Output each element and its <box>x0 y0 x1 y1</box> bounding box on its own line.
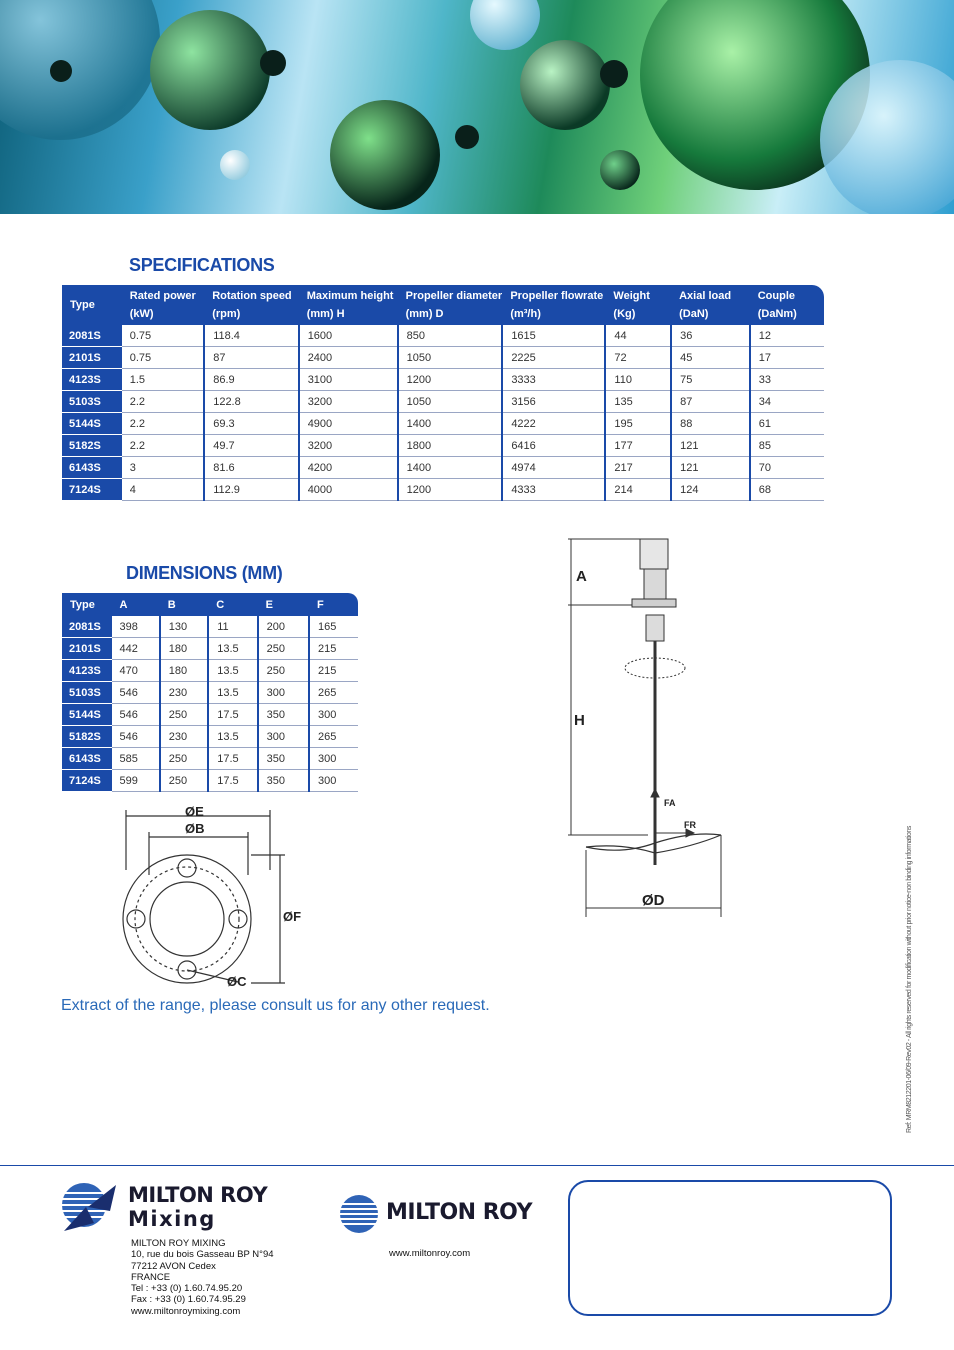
spec-header-label: Propeller flowrate <box>510 290 604 302</box>
value-cell: 118.4 <box>204 325 298 347</box>
type-cell: 5182S <box>62 726 112 748</box>
value-cell: 13.5 <box>208 638 257 660</box>
value-cell: 300 <box>309 770 358 792</box>
value-cell: 214 <box>605 479 671 501</box>
type-cell: 7124S <box>62 479 122 501</box>
type-cell: 5103S <box>62 682 112 704</box>
milton-roy-logo <box>338 1193 550 1235</box>
value-cell: 230 <box>160 682 209 704</box>
value-cell: 68 <box>750 479 824 501</box>
table-row <box>62 325 824 347</box>
address-line: 77212 AVON Cedex <box>131 1260 216 1272</box>
spec-header-label: Propeller diameter <box>405 290 503 302</box>
type-cell: 6143S <box>62 457 122 479</box>
spec-header-unit: (m³/h) <box>510 308 541 320</box>
value-cell: 200 <box>258 616 309 638</box>
value-cell: 470 <box>112 660 160 682</box>
logo1-subtitle: Mixing <box>128 1207 216 1231</box>
table-row <box>62 770 358 792</box>
mixer-diagram <box>562 535 732 920</box>
value-cell: 85 <box>750 435 824 457</box>
address-line: www.miltonroymixing.com <box>131 1305 241 1317</box>
value-cell: 300 <box>258 726 309 748</box>
value-cell: 1400 <box>398 457 503 479</box>
value-cell: 1600 <box>299 325 398 347</box>
spec-header-unit: (rpm) <box>212 308 241 320</box>
type-cell: 5103S <box>62 391 122 413</box>
table-row <box>62 369 824 391</box>
spec-header-5 <box>502 285 605 325</box>
value-cell: 180 <box>160 638 209 660</box>
value-cell: 546 <box>112 682 160 704</box>
flange-label-b: ØB <box>185 821 205 836</box>
spec-header-1 <box>122 285 204 325</box>
value-cell: 87 <box>671 391 750 413</box>
spec-header-unit: (mm) D <box>405 308 444 320</box>
value-cell: 265 <box>309 682 358 704</box>
value-cell: 300 <box>258 682 309 704</box>
value-cell: 850 <box>398 325 503 347</box>
value-cell: 75 <box>671 369 750 391</box>
value-cell: 300 <box>309 748 358 770</box>
spec-header-label: Couple <box>757 290 796 302</box>
milton-roy-mixing-logo <box>58 1181 288 1233</box>
table-row <box>62 413 824 435</box>
value-cell: 546 <box>112 726 160 748</box>
type-cell: 2081S <box>62 325 122 347</box>
dimensions-table <box>62 593 358 792</box>
dim-header-0: Type <box>62 593 112 616</box>
type-cell: 4123S <box>62 369 122 391</box>
value-cell: 1050 <box>398 347 503 369</box>
specifications-table <box>62 285 824 501</box>
value-cell: 1800 <box>398 435 503 457</box>
value-cell: 4200 <box>299 457 398 479</box>
specifications-title: SPECIFICATIONS <box>129 255 275 275</box>
spec-header-unit: (Kg) <box>613 308 636 320</box>
mixer-label-fa: FA <box>664 798 676 808</box>
dimensions-title: DIMENSIONS (MM) <box>126 563 283 583</box>
value-cell: 265 <box>309 726 358 748</box>
value-cell: 17.5 <box>208 704 257 726</box>
value-cell: 135 <box>605 391 671 413</box>
spec-header-6 <box>605 285 671 325</box>
address-line: 10, rue du bois Gasseau BP N°94 <box>131 1249 274 1261</box>
address-line: Tel : +33 (0) 1.60.74.95.20 <box>131 1283 243 1295</box>
value-cell: 350 <box>258 770 309 792</box>
value-cell: 442 <box>112 638 160 660</box>
spec-header-7 <box>671 285 750 325</box>
dim-header-5: F <box>309 593 358 616</box>
spec-header-3 <box>299 285 398 325</box>
value-cell: 88 <box>671 413 750 435</box>
value-cell: 1615 <box>502 325 605 347</box>
value-cell: 4333 <box>502 479 605 501</box>
spec-header-label: Maximum height <box>306 290 394 302</box>
table-row <box>62 347 824 369</box>
table-row <box>62 704 358 726</box>
table-row <box>62 616 358 638</box>
flange-diagram <box>110 800 310 990</box>
value-cell: 585 <box>112 748 160 770</box>
milton-roy-website: www.miltonroy.com <box>389 1248 471 1259</box>
mixer-label-fr: FR <box>684 820 696 830</box>
value-cell: 398 <box>112 616 160 638</box>
type-cell: 6143S <box>62 748 112 770</box>
table-row <box>62 391 824 413</box>
type-cell: 5144S <box>62 704 112 726</box>
company-address <box>131 1238 274 1317</box>
spec-header-label: Axial load <box>679 290 732 302</box>
type-cell: 4123S <box>62 660 112 682</box>
spec-header-label: Weight <box>613 290 650 302</box>
value-cell: 44 <box>605 325 671 347</box>
type-cell: 7124S <box>62 770 112 792</box>
value-cell: 2400 <box>299 347 398 369</box>
value-cell: 4974 <box>502 457 605 479</box>
table-row <box>62 682 358 704</box>
value-cell: 17 <box>750 347 824 369</box>
value-cell: 110 <box>605 369 671 391</box>
value-cell: 2.2 <box>122 413 204 435</box>
logo1-title: MILTON ROY <box>128 1183 268 1207</box>
value-cell: 4222 <box>502 413 605 435</box>
value-cell: 49.7 <box>204 435 298 457</box>
value-cell: 599 <box>112 770 160 792</box>
type-cell: 5144S <box>62 413 122 435</box>
value-cell: 250 <box>258 638 309 660</box>
spec-header-label: Type <box>70 299 95 311</box>
table-row <box>62 638 358 660</box>
value-cell: 1200 <box>398 369 503 391</box>
value-cell: 34 <box>750 391 824 413</box>
value-cell: 177 <box>605 435 671 457</box>
value-cell: 61 <box>750 413 824 435</box>
range-note: Extract of the range, please consult us for any other request. <box>61 997 490 1014</box>
type-cell: 5182S <box>62 435 122 457</box>
value-cell: 33 <box>750 369 824 391</box>
value-cell: 11 <box>208 616 257 638</box>
hero-banner <box>0 0 954 214</box>
value-cell: 13.5 <box>208 682 257 704</box>
table-row <box>62 748 358 770</box>
address-line: MILTON ROY MIXING <box>131 1238 226 1249</box>
value-cell: 124 <box>671 479 750 501</box>
spec-header-4 <box>398 285 503 325</box>
address-line: Fax : +33 (0) 1.60.74.95.29 <box>131 1294 246 1306</box>
flange-label-f: ØF <box>283 909 302 924</box>
dim-header-4: E <box>258 593 309 616</box>
value-cell: 165 <box>309 616 358 638</box>
value-cell: 70 <box>750 457 824 479</box>
table-row <box>62 660 358 682</box>
value-cell: 3333 <box>502 369 605 391</box>
value-cell: 1.5 <box>122 369 204 391</box>
value-cell: 300 <box>309 704 358 726</box>
mixer-label-h: H <box>574 712 585 729</box>
value-cell: 4900 <box>299 413 398 435</box>
value-cell: 112.9 <box>204 479 298 501</box>
value-cell: 350 <box>258 748 309 770</box>
value-cell: 130 <box>160 616 209 638</box>
value-cell: 45 <box>671 347 750 369</box>
value-cell: 2225 <box>502 347 605 369</box>
value-cell: 350 <box>258 704 309 726</box>
value-cell: 72 <box>605 347 671 369</box>
dim-header-2: B <box>160 593 209 616</box>
flange-label-e: ØE <box>185 804 204 819</box>
value-cell: 180 <box>160 660 209 682</box>
address-line: FRANCE <box>131 1271 171 1283</box>
value-cell: 0.75 <box>122 325 204 347</box>
value-cell: 36 <box>671 325 750 347</box>
spec-header-unit: (DaNm) <box>757 308 797 320</box>
value-cell: 3100 <box>299 369 398 391</box>
value-cell: 215 <box>309 638 358 660</box>
milton-roy-globe-icon <box>338 1193 380 1235</box>
value-cell: 12 <box>750 325 824 347</box>
value-cell: 87 <box>204 347 298 369</box>
spec-header-unit: (mm) H <box>306 308 345 320</box>
value-cell: 121 <box>671 457 750 479</box>
value-cell: 3 <box>122 457 204 479</box>
table-row <box>62 435 824 457</box>
spec-header-8 <box>750 285 824 325</box>
milton-roy-mixing-emblem-icon <box>58 1181 122 1233</box>
value-cell: 2.2 <box>122 391 204 413</box>
table-row <box>62 457 824 479</box>
contact-box <box>568 1180 892 1316</box>
value-cell: 230 <box>160 726 209 748</box>
footer-divider <box>0 1165 954 1166</box>
value-cell: 250 <box>160 770 209 792</box>
type-cell: 2101S <box>62 638 112 660</box>
value-cell: 6416 <box>502 435 605 457</box>
table-row <box>62 726 358 748</box>
value-cell: 121 <box>671 435 750 457</box>
value-cell: 215 <box>309 660 358 682</box>
mixer-label-d: ØD <box>642 892 665 909</box>
type-cell: 2081S <box>62 616 112 638</box>
value-cell: 1050 <box>398 391 503 413</box>
value-cell: 2.2 <box>122 435 204 457</box>
spec-header-0 <box>62 285 122 325</box>
value-cell: 546 <box>112 704 160 726</box>
value-cell: 13.5 <box>208 660 257 682</box>
value-cell: 17.5 <box>208 770 257 792</box>
type-cell: 2101S <box>62 347 122 369</box>
value-cell: 86.9 <box>204 369 298 391</box>
value-cell: 4000 <box>299 479 398 501</box>
value-cell: 69.3 <box>204 413 298 435</box>
spec-header-unit: (kW) <box>129 308 154 320</box>
dim-header-3: C <box>208 593 257 616</box>
value-cell: 250 <box>160 704 209 726</box>
table-row <box>62 479 824 501</box>
mixer-label-a: A <box>576 568 587 585</box>
spec-header-label: Rotation speed <box>212 290 292 302</box>
value-cell: 250 <box>160 748 209 770</box>
value-cell: 3200 <box>299 435 398 457</box>
value-cell: 122.8 <box>204 391 298 413</box>
reference-note: Ref: MRM8212201-06/09-Rev02 - All rights reserved for modification without prior notice-non binding informations <box>906 826 913 1133</box>
logo2-title: MILTON ROY <box>386 1200 533 1225</box>
spec-header-label: Rated power <box>129 290 196 302</box>
dim-header-1: A <box>112 593 160 616</box>
value-cell: 217 <box>605 457 671 479</box>
value-cell: 81.6 <box>204 457 298 479</box>
value-cell: 1200 <box>398 479 503 501</box>
value-cell: 17.5 <box>208 748 257 770</box>
spec-header-unit: (DaN) <box>679 308 709 320</box>
value-cell: 0.75 <box>122 347 204 369</box>
value-cell: 4 <box>122 479 204 501</box>
value-cell: 3200 <box>299 391 398 413</box>
value-cell: 195 <box>605 413 671 435</box>
value-cell: 250 <box>258 660 309 682</box>
spec-header-2 <box>204 285 298 325</box>
flange-label-c: ØC <box>227 974 247 989</box>
value-cell: 3156 <box>502 391 605 413</box>
value-cell: 13.5 <box>208 726 257 748</box>
value-cell: 1400 <box>398 413 503 435</box>
